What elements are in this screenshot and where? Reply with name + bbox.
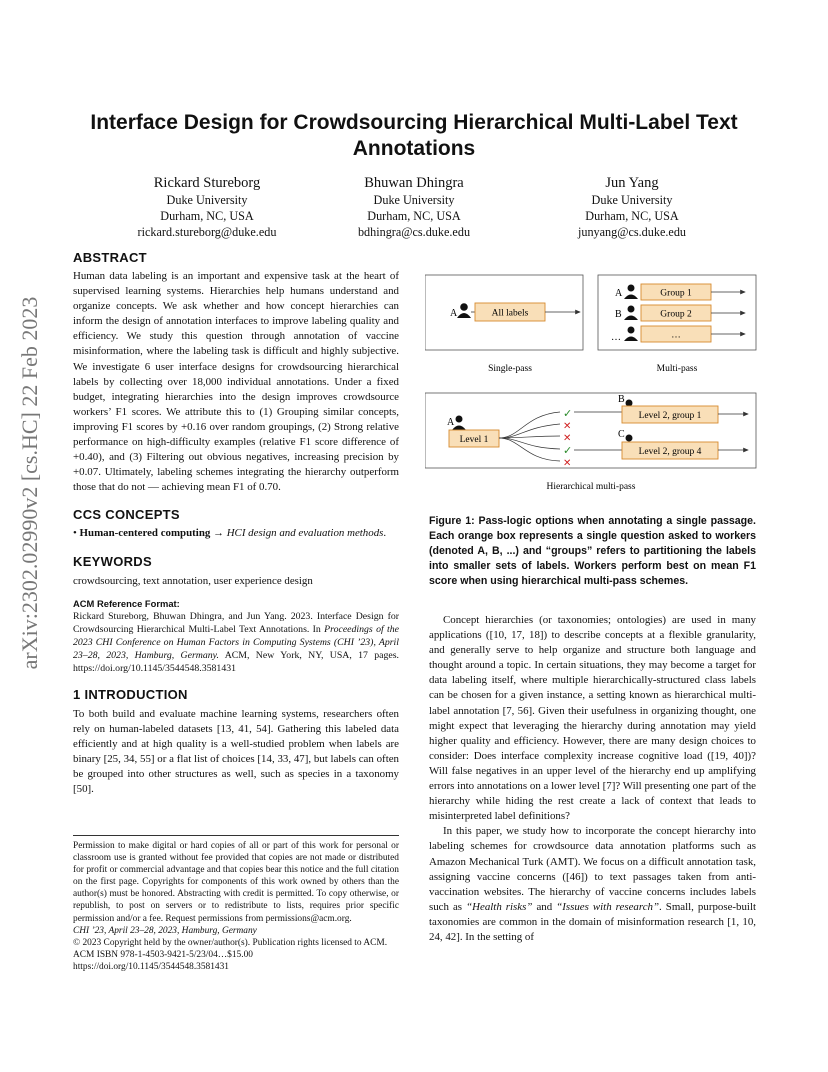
paper-title: Interface Design for Crowdsourcing Hierarchical Multi-Label Text Annotations [90, 111, 738, 160]
ccs-text: • Human-centered computing → HCI design and evaluation methods. [73, 527, 387, 540]
worker-label: A [450, 308, 458, 319]
author-location: Durham, NC, USA [585, 209, 679, 223]
person-icon [460, 303, 468, 311]
author-location: Durham, NC, USA [160, 209, 254, 223]
author-affiliation: Duke University [373, 193, 455, 207]
ccs-heading: CCS CONCEPTS [73, 507, 180, 523]
body-paragraph: In this paper, we study how to incorporate the concept hierarchy into labeling schemes for crowdsource data annotation platforms such as Amazon Mechanical Turk (AMT). We focus on a difficult annotation task, assigning vaccine concerns ([46]) to text passages taken from anti-vaccination websites. The hierarchy of vaccine concerns includes labels such as “Health risks” and “Issues with research”. Small, purpose-built taxonomies are common in the domain of misinformation research [1, 10, 24, 42]. In the setting of [429, 825, 756, 943]
person-icon [457, 313, 471, 318]
cross-icon: ✕ [563, 458, 572, 469]
person-icon [624, 337, 638, 342]
permission-block [73, 840, 399, 973]
worker-label: B [615, 309, 622, 320]
check-icon: ✓ [563, 445, 573, 457]
question-box-label: Group 2 [660, 309, 692, 320]
intro-heading: 1 INTRODUCTION [73, 686, 188, 702]
panel-caption: Multi-pass [656, 364, 698, 374]
worker-label: C [618, 429, 625, 440]
copyright: © 2023 Copyright held by the owner/author(s). Publication rights licensed to ACM. [73, 937, 388, 948]
abstract-text: Human data labeling is an important and expensive task at the heart of supervised learning systems. Hierarchies help humans understand and organize concepts. We ask whether and how concept hierarchies can inform the design of annotation interfaces to improve labeling quality and efficiency. We study this question through annotation of vaccine misinformation, where the labeling task is difficult and highly subjective. We investigate 6 user interface designs for crowdsourcing hierarchical labels by collecting over 18,000 individual annotations. Under a fixed budget, integrating hierarchies into the design improves crowdsource workers’ F1 scores. We attribute this to (1) Grouping similar concepts, improving F1 scores by +0.16 over random groupings, (2) Strong relative performance on high-difficulty examples (relative F1 score difference of +0.40), and (3) Filtering out obvious negatives, increasing precision by +0.07. Ultimately, labeling schemes integrating the hierarchy outperform those that do not — achieving mean F1 of 0.70. [73, 270, 399, 494]
arxiv-stamp: arXiv:2302.02990v2 [cs.HC] 22 Feb 2023 [17, 296, 42, 670]
worker-label: A [447, 417, 455, 428]
author-location: Durham, NC, USA [367, 209, 461, 223]
author-name: Jun Yang [605, 175, 659, 191]
author-name: Rickard Stureborg [153, 175, 261, 191]
author-block [304, 174, 524, 240]
conference-info: CHI ’23, April 23–28, 2023, Hamburg, Germany [73, 925, 257, 936]
author-block [97, 174, 317, 240]
question-box-label: Level 2, group 4 [638, 447, 702, 457]
cross-icon: ✕ [563, 421, 572, 432]
person-icon [626, 400, 633, 407]
question-box-label: Level 1 [459, 435, 489, 445]
left-column [73, 250, 399, 797]
author-email: rickard.stureborg@duke.edu [137, 225, 277, 239]
acm-ref-text: Rickard Stureborg, Bhuwan Dhingra, and Jun Yang. 2023. Interface Design for Crowdsourcing Hierarchical Multi-Label Text Annotations. In Proceedings of the 2023 CHI Conference on Human Factors in Computing Systems (CHI ’23), April 23–28, 2023, Hamburg, Germany. ACM, New York, NY, USA, 17 pages. https://doi.org/10.1145/3544548.3581431 [73, 610, 399, 674]
figure-caption: Figure 1: Pass-logic options when annotating a single passage. Each orange box represents a single question asked to workers (denoted A, B, ...) and “groups” refers to partitioning the labels into smaller sets of labels. Workers perform best on mean F1 score when using hierarchical multi-pass schemes. [429, 515, 756, 587]
author-block [522, 174, 742, 240]
isbn: ACM ISBN 978-1-4503-9421-5/23/04…$15.00 [73, 949, 253, 960]
panel-caption: Hierarchical multi-pass [546, 482, 636, 492]
person-icon [628, 306, 635, 313]
permission-text: Permission to make digital or hard copies of all or part of this work for personal or classroom use is granted without fee provided that copies are not made or distributed for profit or commercial advantage and that copies bear this notice and the full citation on the first page. Copyrights for components of this work owned by others than the author(s) must be honored. Abstracting with credit is permitted. To copy otherwise, or republish, to post on servers or to redistribute to lists, requires prior specific permission and/or a fee. Request permissions from permissions@acm.org. [73, 841, 399, 924]
person-icon [626, 435, 633, 442]
person-icon [628, 327, 635, 334]
panel-caption: Single-pass [488, 364, 532, 374]
author-email: bdhingra@cs.duke.edu [357, 225, 471, 239]
worker-label: B [618, 394, 625, 405]
right-column [429, 514, 756, 945]
question-box-label: … [671, 330, 681, 341]
question-box-label: All labels [491, 308, 529, 319]
keywords-text: crowdsourcing, text annotation, user experience design [73, 574, 313, 587]
worker-label: … [611, 332, 621, 343]
person-icon [624, 316, 638, 321]
question-box-label: Level 2, group 1 [638, 411, 702, 421]
body-paragraph: Concept hierarchies (or taxonomies; ontologies) are used in many applications ([10, 17, 18]) to describe concepts at a flexible granularity, and generally serve to help organize and structure both language and thought around a topic. In certain situations, they may become a target for data labeling itself, where multiple hierarchically-structured class labels can be chosen for a given instance, a setting known as hierarchical multi-label annotation [7, 56]. Given their usefulness in organizing thought, one might expect that leveraging the hierarchy during annotation may yield higher quality and efficiency. However, there are many design choices to consider: Does interface complexity increase cognitive load ([19, 40])? Will false negatives in an upper level of the hierarchy end up amplifying errors into annotations on a lower level [7]? Will presenting one part of the hierarchy while hiding the rest create a lack of context that leads to misinterpreted label definitions? [429, 614, 756, 823]
intro-paragraph: To both build and evaluate machine learning systems, researchers often rely on human-labeled datasets [13, 41, 54]. Gathering this labeled data efficiently and at high quality is a well-studied problem when labels are binary [25, 34, 55] or a flat list of choices [14, 33, 47], but labels can often be grouped into other structures as well, such as species in a taxonomy [50]. [73, 707, 399, 796]
keywords-heading: KEYWORDS [73, 553, 152, 569]
cross-icon: ✕ [563, 433, 572, 444]
acm-ref-heading: ACM Reference Format: [73, 597, 180, 609]
check-icon: ✓ [563, 408, 573, 420]
author-name: Bhuwan Dhingra [364, 175, 464, 191]
doi-link[interactable]: https://doi.org/10.1145/3544548.3581431 [73, 961, 229, 972]
author-affiliation: Duke University [591, 193, 673, 207]
person-icon [624, 295, 638, 300]
footnote-rule [73, 835, 399, 836]
author-affiliation: Duke University [166, 193, 248, 207]
abstract-heading: ABSTRACT [73, 250, 147, 265]
person-icon [628, 285, 635, 292]
author-email: junyang@cs.duke.edu [577, 225, 687, 239]
question-box-label: Group 1 [660, 288, 692, 299]
figure-1 [425, 270, 758, 495]
worker-label: A [615, 288, 623, 299]
person-icon [456, 416, 463, 423]
